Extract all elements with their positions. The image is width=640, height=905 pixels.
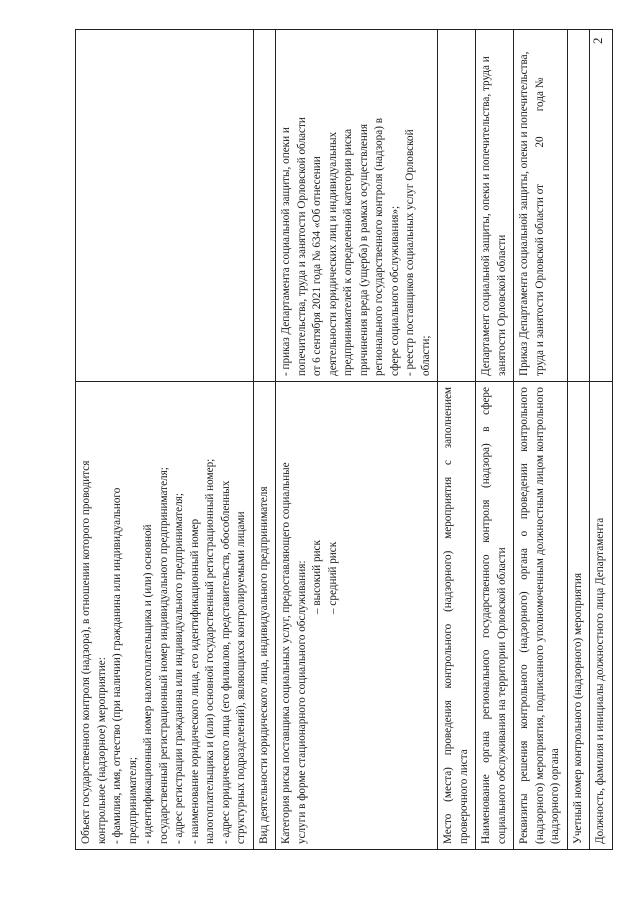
text-line: Категория риска поставщика социальных услуг, предоставляющего социальные	[280, 462, 292, 844]
text-line: - идентификационный номер налогоплательщика и (или) основной	[142, 524, 154, 844]
cell-value	[567, 30, 590, 382]
page-number: 2	[590, 37, 605, 44]
cell-label	[276, 382, 438, 850]
cell-value	[276, 30, 438, 382]
text-line: налогоплательщика и (или) основной государственный регистрационный номер;	[204, 458, 216, 844]
text-line: структурных подразделений), являющихся контролируемыми лицами	[235, 511, 247, 844]
cell-label: Вид деятельности юридического лица, индивидуального предпринимателя	[253, 382, 276, 850]
rotated-form-table	[75, 30, 606, 850]
text-line: контрольное (надзорное) мероприятие:	[95, 657, 108, 844]
cell-label: Наименование органа регионального государственного контроля (надзора) в сфере социального обслуживания на территории Орловской области	[476, 382, 514, 850]
text-line: Объект государственного контроля (надзора), в отношении которого проводится	[80, 460, 92, 844]
text-line: услуги в форме стационарного социального обслуживания:	[295, 560, 308, 844]
text-line: - приказ Департамента социальной защиты, опеки и	[280, 127, 292, 376]
table-row-control-object	[76, 30, 254, 850]
text-line: предпринимателя;	[126, 756, 139, 844]
table-row-risk-category	[276, 30, 438, 850]
cell-label: Место (места) проведения контрольного (надзорного) мероприятия с заполнением проверочного листа	[438, 382, 476, 850]
cell-value: Приказ Департамента социальной защиты, опеки и попечительства, труда и занятости Орловской области от 20 года №	[514, 30, 568, 382]
cell-value: Департамент социальной защиты, опеки и попечительства, труда и занятости Орловской области	[476, 30, 514, 382]
text-line: причинения вреда (ущерба) в рамках осуществления	[357, 123, 370, 376]
table-row-activity-type	[253, 30, 276, 850]
text-line: - наименование юридического лица, его идентификационный номер	[188, 518, 201, 844]
cell-value	[253, 30, 276, 382]
cell-value	[76, 30, 254, 382]
text-line: от 6 сентября 2021 года № 634 «Об отнесении	[311, 156, 323, 376]
text-line: - фамилия, имя, отчество (при наличии) гражданина или индивидуального	[111, 487, 123, 844]
text-line: сфере социального обслуживания»;	[388, 205, 401, 376]
text-line: предпринимателей к определенной категории риска	[342, 128, 354, 376]
cell-value	[438, 30, 476, 382]
table-row-record-number	[567, 30, 590, 850]
risk-high: – высокий риск	[311, 540, 323, 614]
cell-label: Учетный номер контрольного (надзорного) мероприятия	[567, 382, 590, 850]
text-line: - реестр поставщиков социальных услуг Орловской	[404, 129, 416, 376]
risk-medium: – средний риск	[326, 541, 339, 614]
cell-label: Должность, фамилия и инициалы должностного лица Департамента	[590, 382, 613, 850]
cell-label	[76, 382, 254, 850]
text-line: - адрес юридического лица (его филиалов, представительств, обособленных	[219, 480, 232, 844]
text-line: области;	[419, 335, 432, 376]
table-row-authority-name	[476, 30, 514, 850]
table-row-decision-details	[514, 30, 568, 850]
text-line: - адрес регистрации гражданина или индивидуального предпринимателя;	[173, 493, 185, 844]
table-row-official	[590, 30, 613, 850]
table-row-place	[438, 30, 476, 850]
checklist-table	[75, 29, 613, 850]
text-line: деятельности юридических лиц и индивидуальных	[326, 131, 339, 376]
text-line: регионального государственного контроля (надзора) в	[373, 117, 385, 376]
text-line: попечительства, труда и занятости Орловской области	[295, 117, 308, 376]
cell-label: Реквизиты решения контрольного (надзорного) органа о проведении контрольного (надзорного) мероприятия, подписанного уполномоченным должностным лицом контрольного (надзорного) органа	[514, 382, 568, 850]
cell-value	[590, 30, 613, 382]
text-line: государственный регистрационный номер индивидуального предпринимателя;	[157, 467, 170, 844]
